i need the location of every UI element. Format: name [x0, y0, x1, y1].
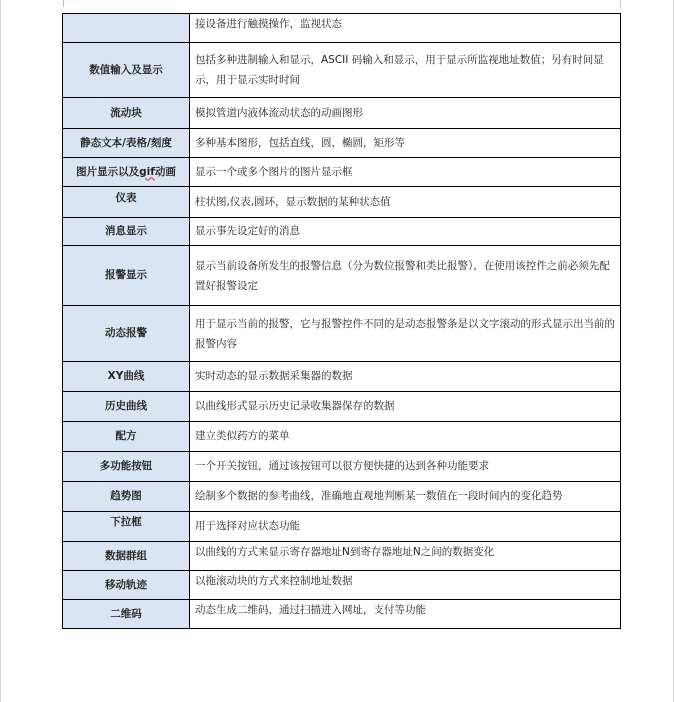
- table-row: [63, 14, 621, 43]
- feature-desc-cell: 一个开关按钮，通过该按钮可以很方便快捷的达到各种功能要求: [190, 452, 621, 482]
- feature-name-cell: 历史曲线: [63, 392, 190, 422]
- feature-name-cell: [63, 14, 190, 43]
- spellcheck-marked-word: gif: [139, 165, 155, 178]
- feature-desc-cell: 接设备进行触摸操作，监视状态: [190, 14, 621, 43]
- feature-desc-cell: 显示事先设定好的消息: [190, 218, 621, 246]
- table-row: [63, 512, 621, 542]
- feature-desc-cell: 用于选择对应状态功能: [190, 512, 621, 542]
- table-row: [63, 306, 621, 362]
- feature-name-cell: 多功能按钮: [63, 452, 190, 482]
- feature-name-cell: 流动块: [63, 98, 190, 129]
- table-row: [63, 422, 621, 452]
- feature-name-cell: 趋势图: [63, 482, 190, 512]
- feature-desc-cell: 以曲线的方式来显示寄存器地址N到寄存器地址N之间的数据变化: [190, 542, 621, 571]
- table-row: [63, 542, 621, 571]
- table-row: [63, 98, 621, 129]
- table-row: [63, 571, 621, 600]
- feature-name-cell: 移动轨迹: [63, 571, 190, 600]
- feature-name-cell: 二维码: [63, 600, 190, 629]
- table-row: [63, 482, 621, 512]
- feature-desc-cell: 包括多种进制输入和显示，ASCII 码输入和显示，用于显示所监视地址数值；另有时间显示，用于显示实时时间: [190, 43, 621, 98]
- feature-name-cell: 动态报警: [63, 306, 190, 362]
- feature-name-cell: 数值输入及显示: [63, 43, 190, 98]
- table-row: [63, 218, 621, 246]
- feature-name-cell: 报警显示: [63, 246, 190, 306]
- table-row: [63, 362, 621, 392]
- table-row: [63, 187, 621, 218]
- feature-name-cell: 仪表: [63, 187, 190, 218]
- feature-table: [62, 13, 621, 629]
- feature-desc-cell: 建立类似药方的菜单: [190, 422, 621, 452]
- feature-name-cell: 下拉框: [63, 512, 190, 542]
- table-row: [63, 158, 621, 187]
- feature-desc-cell: 绘制多个数据的参考曲线，准确地直观地判断某一数值在一段时间内的变化趋势: [190, 482, 621, 512]
- table-row: [63, 246, 621, 306]
- table-row: [63, 452, 621, 482]
- feature-name-cell: 静态文本/表格/刻度: [63, 129, 190, 158]
- feature-desc-cell: 多种基本图形，包括直线，圆，椭圆，矩形等: [190, 129, 621, 158]
- feature-desc-cell: 显示一个或多个图片的图片显示框: [190, 158, 621, 187]
- table-row: [63, 43, 621, 98]
- feature-desc-cell: 柱状图,仪表,圆环，显示数据的某种状态值: [190, 187, 621, 218]
- feature-name-cell: XY曲线: [63, 362, 190, 392]
- feature-desc-cell: 以拖滚动块的方式来控制地址数据: [190, 571, 621, 600]
- page-crop-marks: [63, 0, 621, 8]
- table-row: [63, 129, 621, 158]
- feature-desc-cell: 实时动态的显示数据采集器的数据: [190, 362, 621, 392]
- feature-name-cell: 数据群组: [63, 542, 190, 571]
- page-left-edge: [0, 0, 1, 702]
- name-suffix: 动画: [154, 165, 176, 178]
- table-row: [63, 600, 621, 629]
- feature-desc-cell: 以曲线形式显示历史记录收集器保存的数据: [190, 392, 621, 422]
- feature-desc-cell: 显示当前设备所发生的报警信息（分为数位报警和类比报警），在使用该控件之前必须先配置好报警设定: [190, 246, 621, 306]
- feature-desc-cell: 用于显示当前的报警，它与报警控件不同的是动态报警条是以文字滚动的形式显示出当前的报警内容: [190, 306, 621, 362]
- feature-name-cell: [63, 158, 190, 187]
- feature-name-cell: 配方: [63, 422, 190, 452]
- name-prefix: 图片显示以及: [76, 165, 140, 178]
- feature-desc-cell: 动态生成二维码，通过扫描进入网址，支付等功能: [190, 600, 621, 629]
- feature-desc-cell: 模拟管道内液体流动状态的动画图形: [190, 98, 621, 129]
- table-row: [63, 392, 621, 422]
- feature-name-cell: 消息显示: [63, 218, 190, 246]
